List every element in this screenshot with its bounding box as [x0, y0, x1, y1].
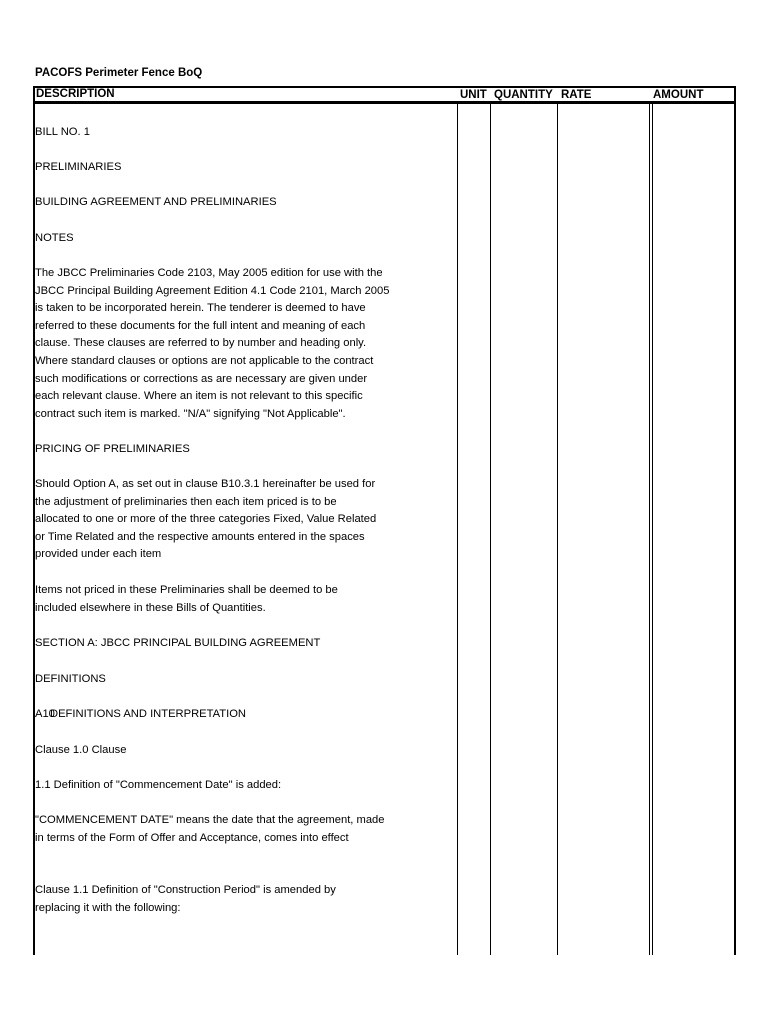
notes-paragraph — [35, 265, 450, 423]
pricing-line: allocated to one or more of the three categories Fixed, Value Related — [35, 513, 377, 526]
table-header-row — [33, 86, 736, 104]
clause-1-1-paragraph — [35, 882, 450, 917]
notes-line: JBCC Principal Building Agreement Edition 4.1 Code 2101, March 2005 — [35, 284, 390, 297]
notes-line: each relevant clause. Where an item is not relevant to this specific — [35, 390, 363, 403]
not-priced-line: Items not priced in these Preliminaries shall be deemed to be — [35, 584, 338, 596]
document-title: PACOFS Perimeter Fence BoQ — [35, 67, 203, 79]
notes-line: such modifications or corrections as are necessary are given under — [35, 372, 368, 385]
notes-line: referred to these documents for the full intent and meaning of each — [35, 319, 366, 332]
clause-1-0: Clause 1.0 Clause — [35, 744, 127, 756]
pricing-line: provided under each item — [35, 548, 162, 561]
quantity-column-divider — [490, 104, 491, 955]
a10-item-heading: DEFINITIONS AND INTERPRETATION — [50, 708, 246, 720]
notes-line: The JBCC Preliminaries Code 2103, May 2005 edition for use with the — [35, 267, 383, 279]
rate-column-divider — [557, 104, 558, 955]
pricing-line: the adjustment of preliminaries then each item priced is to be — [35, 495, 337, 508]
notes-line: contract such item is marked. "N/A" signifying "Not Applicable". — [35, 407, 346, 420]
description-column-header: DESCRIPTION — [36, 88, 115, 100]
notes-line: Where standard clauses or options are not applicable to the contract — [35, 354, 374, 367]
commencement-date-definition-intro: 1.1 Definition of "Commencement Date" is added: — [35, 779, 282, 791]
right-border — [734, 104, 736, 955]
pricing-paragraph — [35, 476, 450, 564]
amount-column-divider-b — [652, 104, 653, 955]
amount-column-divider-a — [649, 104, 650, 955]
notes-line: clause. These clauses are referred to by number and heading only. — [35, 337, 367, 350]
rate-column-header: RATE — [561, 89, 592, 101]
commencement-line: in terms of the Form of Offer and Acceptance, comes into effect — [35, 831, 349, 844]
commencement-line: "COMMENCEMENT DATE" means the date that the agreement, made — [35, 814, 385, 826]
clause-1-1-line: Clause 1.1 Definition of "Construction Period" is amended by — [35, 884, 336, 896]
quantity-column-header: QUANTITY — [494, 89, 553, 101]
definitions-heading: DEFINITIONS — [35, 673, 106, 685]
pricing-heading: PRICING OF PRELIMINARIES — [35, 443, 190, 455]
not-priced-paragraph — [35, 582, 450, 617]
commencement-date-paragraph — [35, 812, 450, 847]
clause-1-1-line: replacing it with the following: — [35, 901, 181, 914]
not-priced-line: included elsewhere in these Bills of Quantities. — [35, 601, 266, 614]
section-a-heading: SECTION A: JBCC PRINCIPAL BUILDING AGREEMENT — [35, 637, 321, 649]
bill-number: BILL NO. 1 — [35, 126, 90, 138]
a10-item-number: A10 — [35, 708, 55, 720]
notes-heading: NOTES — [35, 232, 74, 244]
amount-column-header: AMOUNT — [653, 89, 704, 101]
building-agreement-heading: BUILDING AGREEMENT AND PRELIMINARIES — [35, 196, 277, 208]
pricing-line: or Time Related and the respective amounts entered in the spaces — [35, 530, 365, 543]
notes-line: is taken to be incorporated herein. The tenderer is deemed to have — [35, 302, 366, 315]
preliminaries-heading: PRELIMINARIES — [35, 161, 122, 173]
pricing-line: Should Option A, as set out in clause B10.3.1 hereinafter be used for — [35, 478, 376, 490]
unit-column-divider — [457, 104, 458, 955]
unit-column-header: UNIT — [460, 89, 487, 101]
